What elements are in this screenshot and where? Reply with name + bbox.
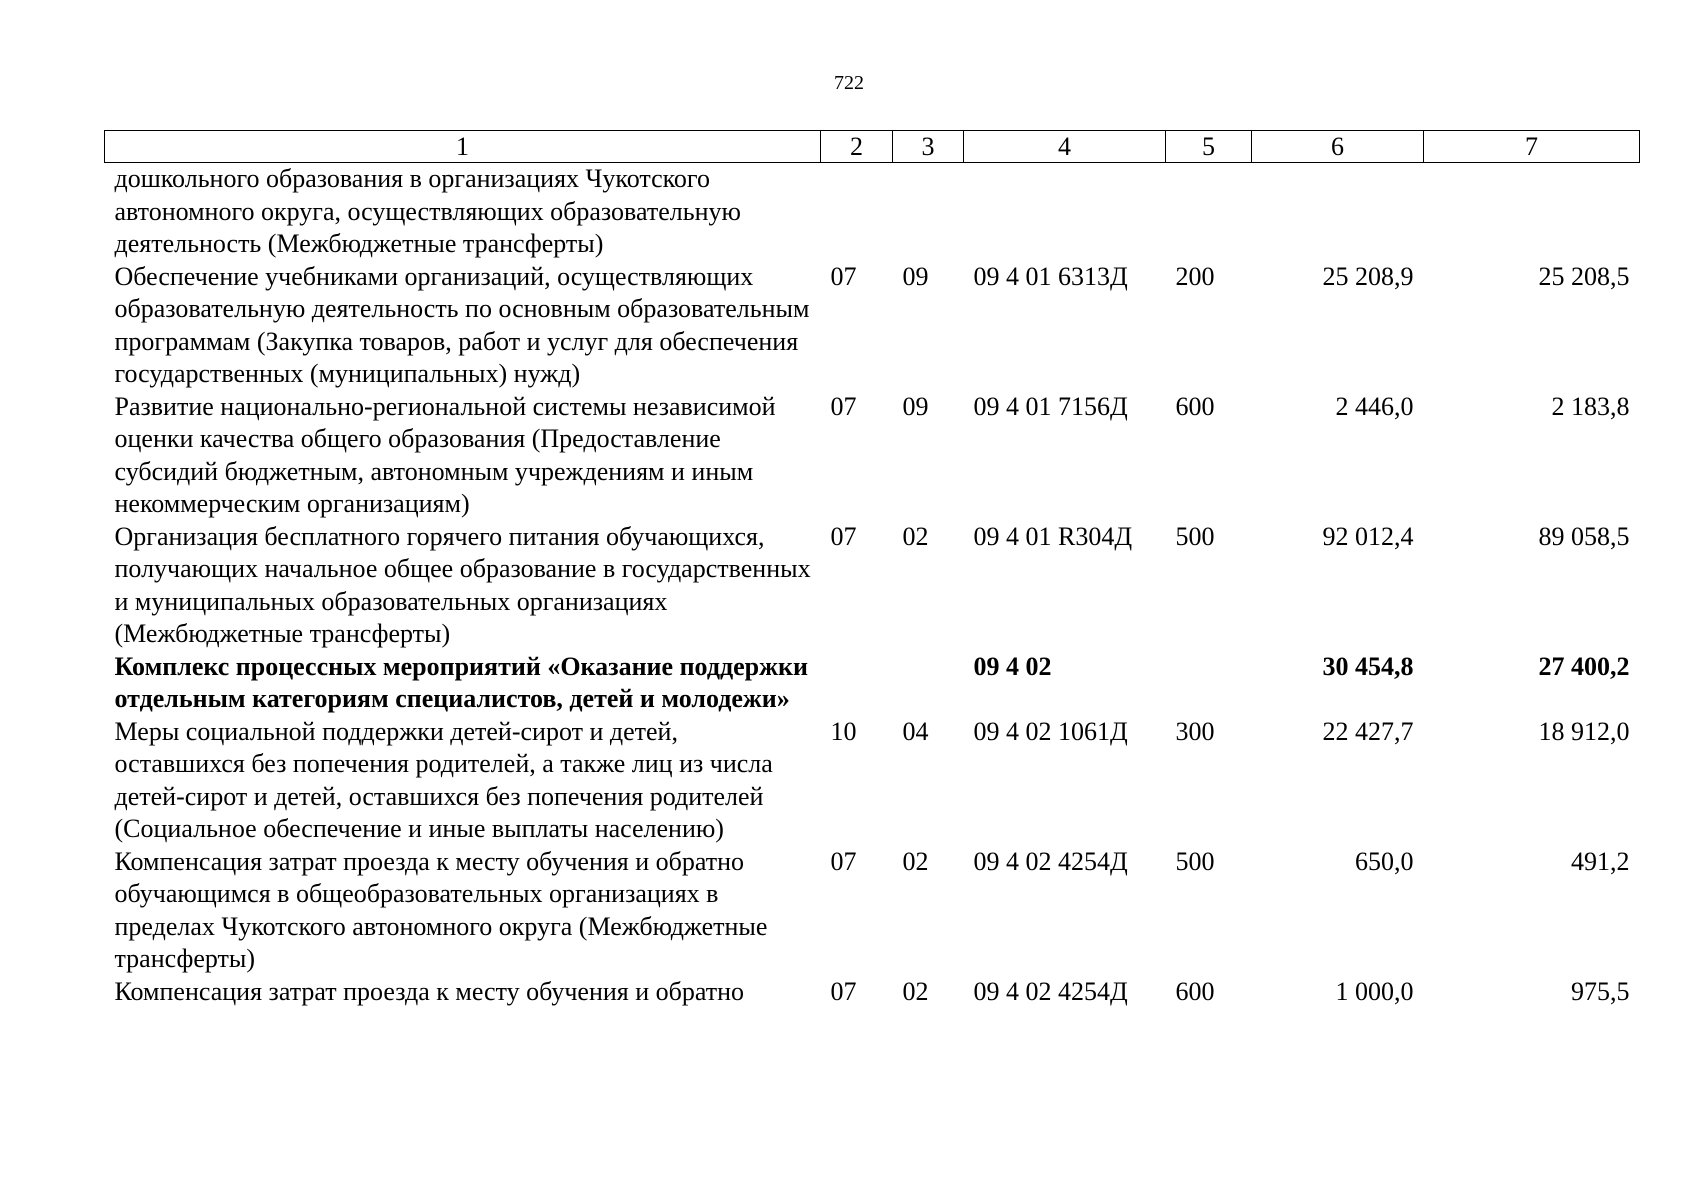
column-header-3: 3 <box>893 131 964 163</box>
row-target-article-cell: 09 4 01 7156Д <box>973 391 1128 421</box>
row-amount-approved-cell <box>1252 163 1424 261</box>
row-subsection-cell <box>893 163 964 261</box>
row-name-cell: Меры социальной поддержки детей-сирот и детей, оставшихся без попечения родителей, а также лиц из числа детей-сирот и детей, оставшихся без попечения родителей (Социальное обеспечение и иные выплаты населению) <box>114 716 773 843</box>
row-name-cell: Развитие национально-региональной системы независимой оценки качества общего образования (Предоставление субсидий бюджетным, автономным учреждениям и иным некоммерческим организациям) <box>114 391 776 518</box>
row-subsection-cell: 09 <box>902 391 929 421</box>
row-expense-type-cell: 500 <box>1175 846 1215 876</box>
row-section-cell <box>821 651 893 716</box>
row-name-cell: дошкольного образования в организациях Чукотского автономного округа, осуществляющих образовательную деятельность (Межбюджетные трансферты) <box>114 164 741 258</box>
column-header-1: 1 <box>105 131 821 163</box>
row-target-article-cell <box>964 163 1166 261</box>
row-amount-approved-cell: 22 427,7 <box>1322 716 1414 746</box>
row-name-cell: Компенсация затрат проезда к месту обучения и обратно обучающимся в общеобразовательных организациях в пределах Чукотского автономного округа (Межбюджетные трансферты) <box>114 846 768 973</box>
row-name-cell: Компенсация затрат проезда к месту обучения и обратно <box>114 976 745 1006</box>
row-expense-type-cell <box>1166 651 1252 716</box>
column-header-2: 2 <box>821 131 893 163</box>
row-target-article-cell: 09 4 02 4254Д <box>973 976 1128 1006</box>
row-section-cell: 07 <box>830 976 857 1006</box>
row-amount-approved-cell: 92 012,4 <box>1322 521 1414 551</box>
row-amount-executed-cell: 18 912,0 <box>1538 716 1630 746</box>
row-section-cell: 07 <box>830 261 857 291</box>
column-header-7: 7 <box>1424 131 1640 163</box>
table-row <box>105 163 1640 261</box>
row-section-cell <box>821 163 893 261</box>
row-subsection-cell <box>893 651 964 716</box>
row-amount-approved-cell: 25 208,9 <box>1322 261 1414 291</box>
row-name-cell: Обеспечение учебниками организаций, осуществляющих образовательную деятельность по основным образовательным программам (Закупка товаров, работ и услуг для обеспечения государственных (муниципальных) нужд) <box>114 261 810 388</box>
column-header-6: 6 <box>1252 131 1424 163</box>
row-amount-approved-cell: 1 000,0 <box>1335 976 1414 1006</box>
row-subsection-cell: 02 <box>902 521 929 551</box>
row-amount-executed-cell <box>1424 163 1640 261</box>
table-body <box>105 163 1640 1009</box>
column-header-4: 4 <box>964 131 1166 163</box>
row-amount-approved-cell: 650,0 <box>1355 846 1414 876</box>
row-subsection-cell: 09 <box>902 261 929 291</box>
table-row <box>105 976 1640 1009</box>
page-number: 722 <box>834 72 864 94</box>
row-amount-executed-cell: 491,2 <box>1571 846 1630 876</box>
row-expense-type-cell: 600 <box>1175 976 1215 1006</box>
row-target-article-cell: 09 4 01 R304Д <box>973 521 1133 551</box>
table-row <box>105 391 1640 521</box>
row-section-cell: 07 <box>830 521 857 551</box>
budget-table <box>104 130 1640 1008</box>
row-name-cell: Организация бесплатного горячего питания обучающихся, получающих начальное общее образование в государственных и муниципальных образовательных организациях (Межбюджетные трансферты) <box>114 521 811 648</box>
row-amount-executed-cell: 27 400,2 <box>1538 651 1630 681</box>
row-amount-executed-cell: 975,5 <box>1571 976 1630 1006</box>
row-expense-type-cell: 600 <box>1175 391 1215 421</box>
row-amount-approved-cell: 30 454,8 <box>1322 651 1414 681</box>
row-amount-executed-cell: 25 208,5 <box>1538 261 1630 291</box>
table-row <box>105 651 1640 716</box>
table-row <box>105 846 1640 976</box>
row-target-article-cell: 09 4 02 1061Д <box>973 716 1128 746</box>
row-section-cell: 07 <box>830 846 857 876</box>
row-section-cell: 10 <box>830 716 857 746</box>
table-row <box>105 716 1640 846</box>
row-subsection-cell: 04 <box>902 716 929 746</box>
row-amount-executed-cell: 89 058,5 <box>1538 521 1630 551</box>
row-expense-type-cell: 300 <box>1175 716 1215 746</box>
row-amount-approved-cell: 2 446,0 <box>1335 391 1414 421</box>
row-expense-type-cell <box>1166 163 1252 261</box>
table-row <box>105 261 1640 391</box>
table-header-row <box>105 131 1640 163</box>
row-subsection-cell: 02 <box>902 846 929 876</box>
table-row <box>105 521 1640 651</box>
column-header-5: 5 <box>1166 131 1252 163</box>
row-expense-type-cell: 500 <box>1175 521 1215 551</box>
row-subsection-cell: 02 <box>902 976 929 1006</box>
row-section-cell: 07 <box>830 391 857 421</box>
row-name-cell: Комплекс процессных мероприятий «Оказание поддержки отдельным категориям специалистов, детей и молодежи» <box>114 651 808 713</box>
row-target-article-cell: 09 4 02 <box>973 651 1052 681</box>
row-expense-type-cell: 200 <box>1175 261 1215 291</box>
row-amount-executed-cell: 2 183,8 <box>1551 391 1630 421</box>
row-target-article-cell: 09 4 02 4254Д <box>973 846 1128 876</box>
row-target-article-cell: 09 4 01 6313Д <box>973 261 1128 291</box>
